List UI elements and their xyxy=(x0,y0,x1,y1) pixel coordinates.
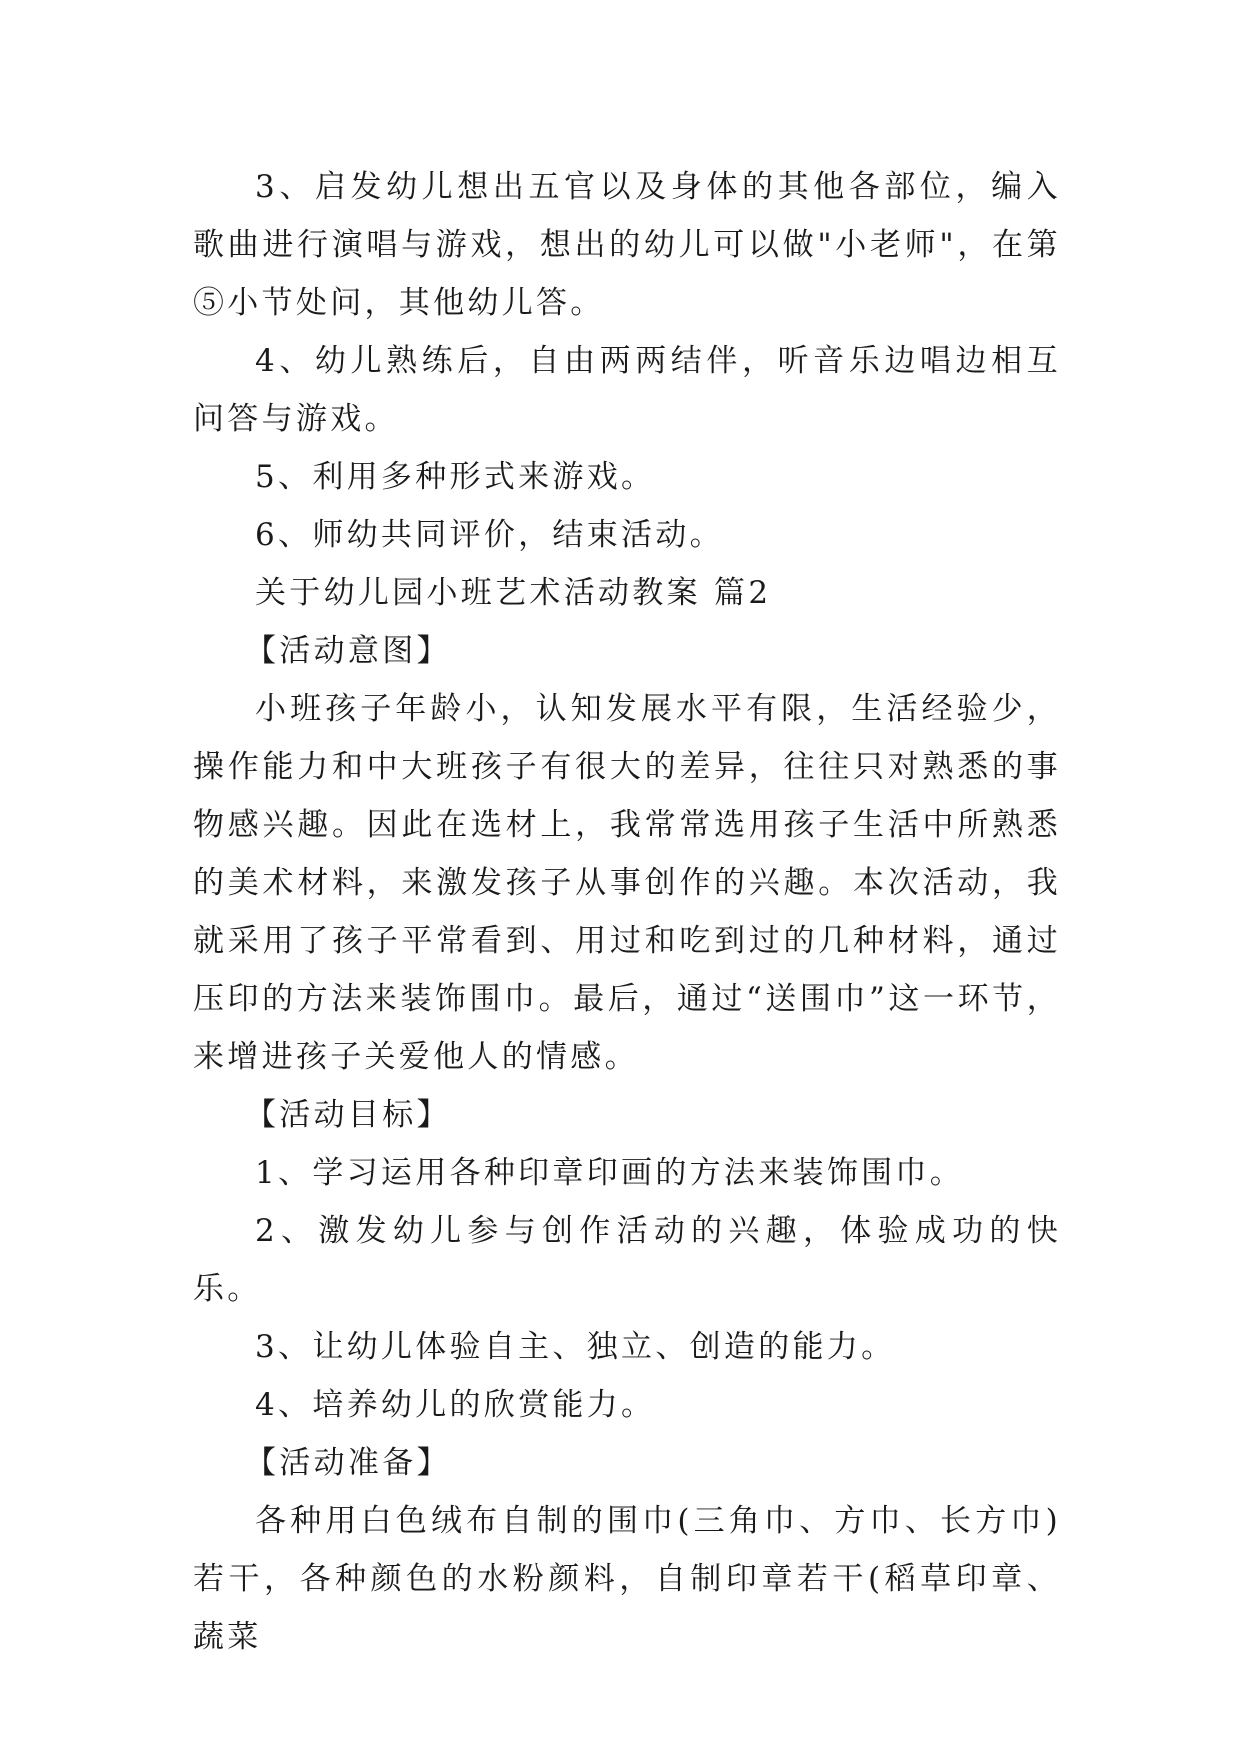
paragraph-step-4: 4、幼儿熟练后，自由两两结伴，听音乐边唱边相互问答与游戏。 xyxy=(193,343,1061,437)
subheading-preparation: 【活动准备】 xyxy=(245,1445,451,1481)
subheading-intent: 【活动意图】 xyxy=(245,633,451,669)
goal-item-2: 2、激发幼儿参与创作活动的兴趣，体验成功的快乐。 xyxy=(193,1213,1061,1307)
section-title: 关于幼儿园小班艺术活动教案 篇2 xyxy=(255,575,772,611)
subheading-goals: 【活动目标】 xyxy=(245,1097,451,1133)
paragraph-step-5: 5、利用多种形式来游戏。 xyxy=(255,459,656,495)
goal-item-3: 3、让幼儿体验自主、独立、创造的能力。 xyxy=(255,1329,896,1365)
paragraph-intent: 小班孩子年龄小，认知发展水平有限，生活经验少，操作能力和中大班孩子有很大的差异，往往只对熟悉的事物感兴趣。因此在选材上，我常常选用孩子生活中所熟悉的美术材料，来激发孩子从事创作的兴趣。本次活动，我就采用了孩子平常看到、用过和吃到过的几种材料，通过压印的方法来装饰围巾。最后，通过“送围巾”这一环节，来增进孩子关爱他人的情感。 xyxy=(193,691,1061,1075)
paragraph-preparation: 各种用白色绒布自制的围巾(三角巾、方巾、长方巾)若干，各种颜色的水粉颜料，自制印章若干(稻草印章、蔬菜 xyxy=(193,1503,1061,1655)
paragraph-step-6: 6、师幼共同评价，结束活动。 xyxy=(255,517,724,553)
goal-item-1: 1、学习运用各种印章印画的方法来装饰围巾。 xyxy=(255,1155,965,1191)
paragraph-step-3: 3、启发幼儿想出五官以及身体的其他各部位，编入歌曲进行演唱与游戏，想出的幼儿可以做"小老师"，在第⑤小节处问，其他幼儿答。 xyxy=(193,169,1061,321)
document-body xyxy=(193,158,1061,1666)
goal-item-4: 4、培养幼儿的欣赏能力。 xyxy=(255,1387,656,1423)
